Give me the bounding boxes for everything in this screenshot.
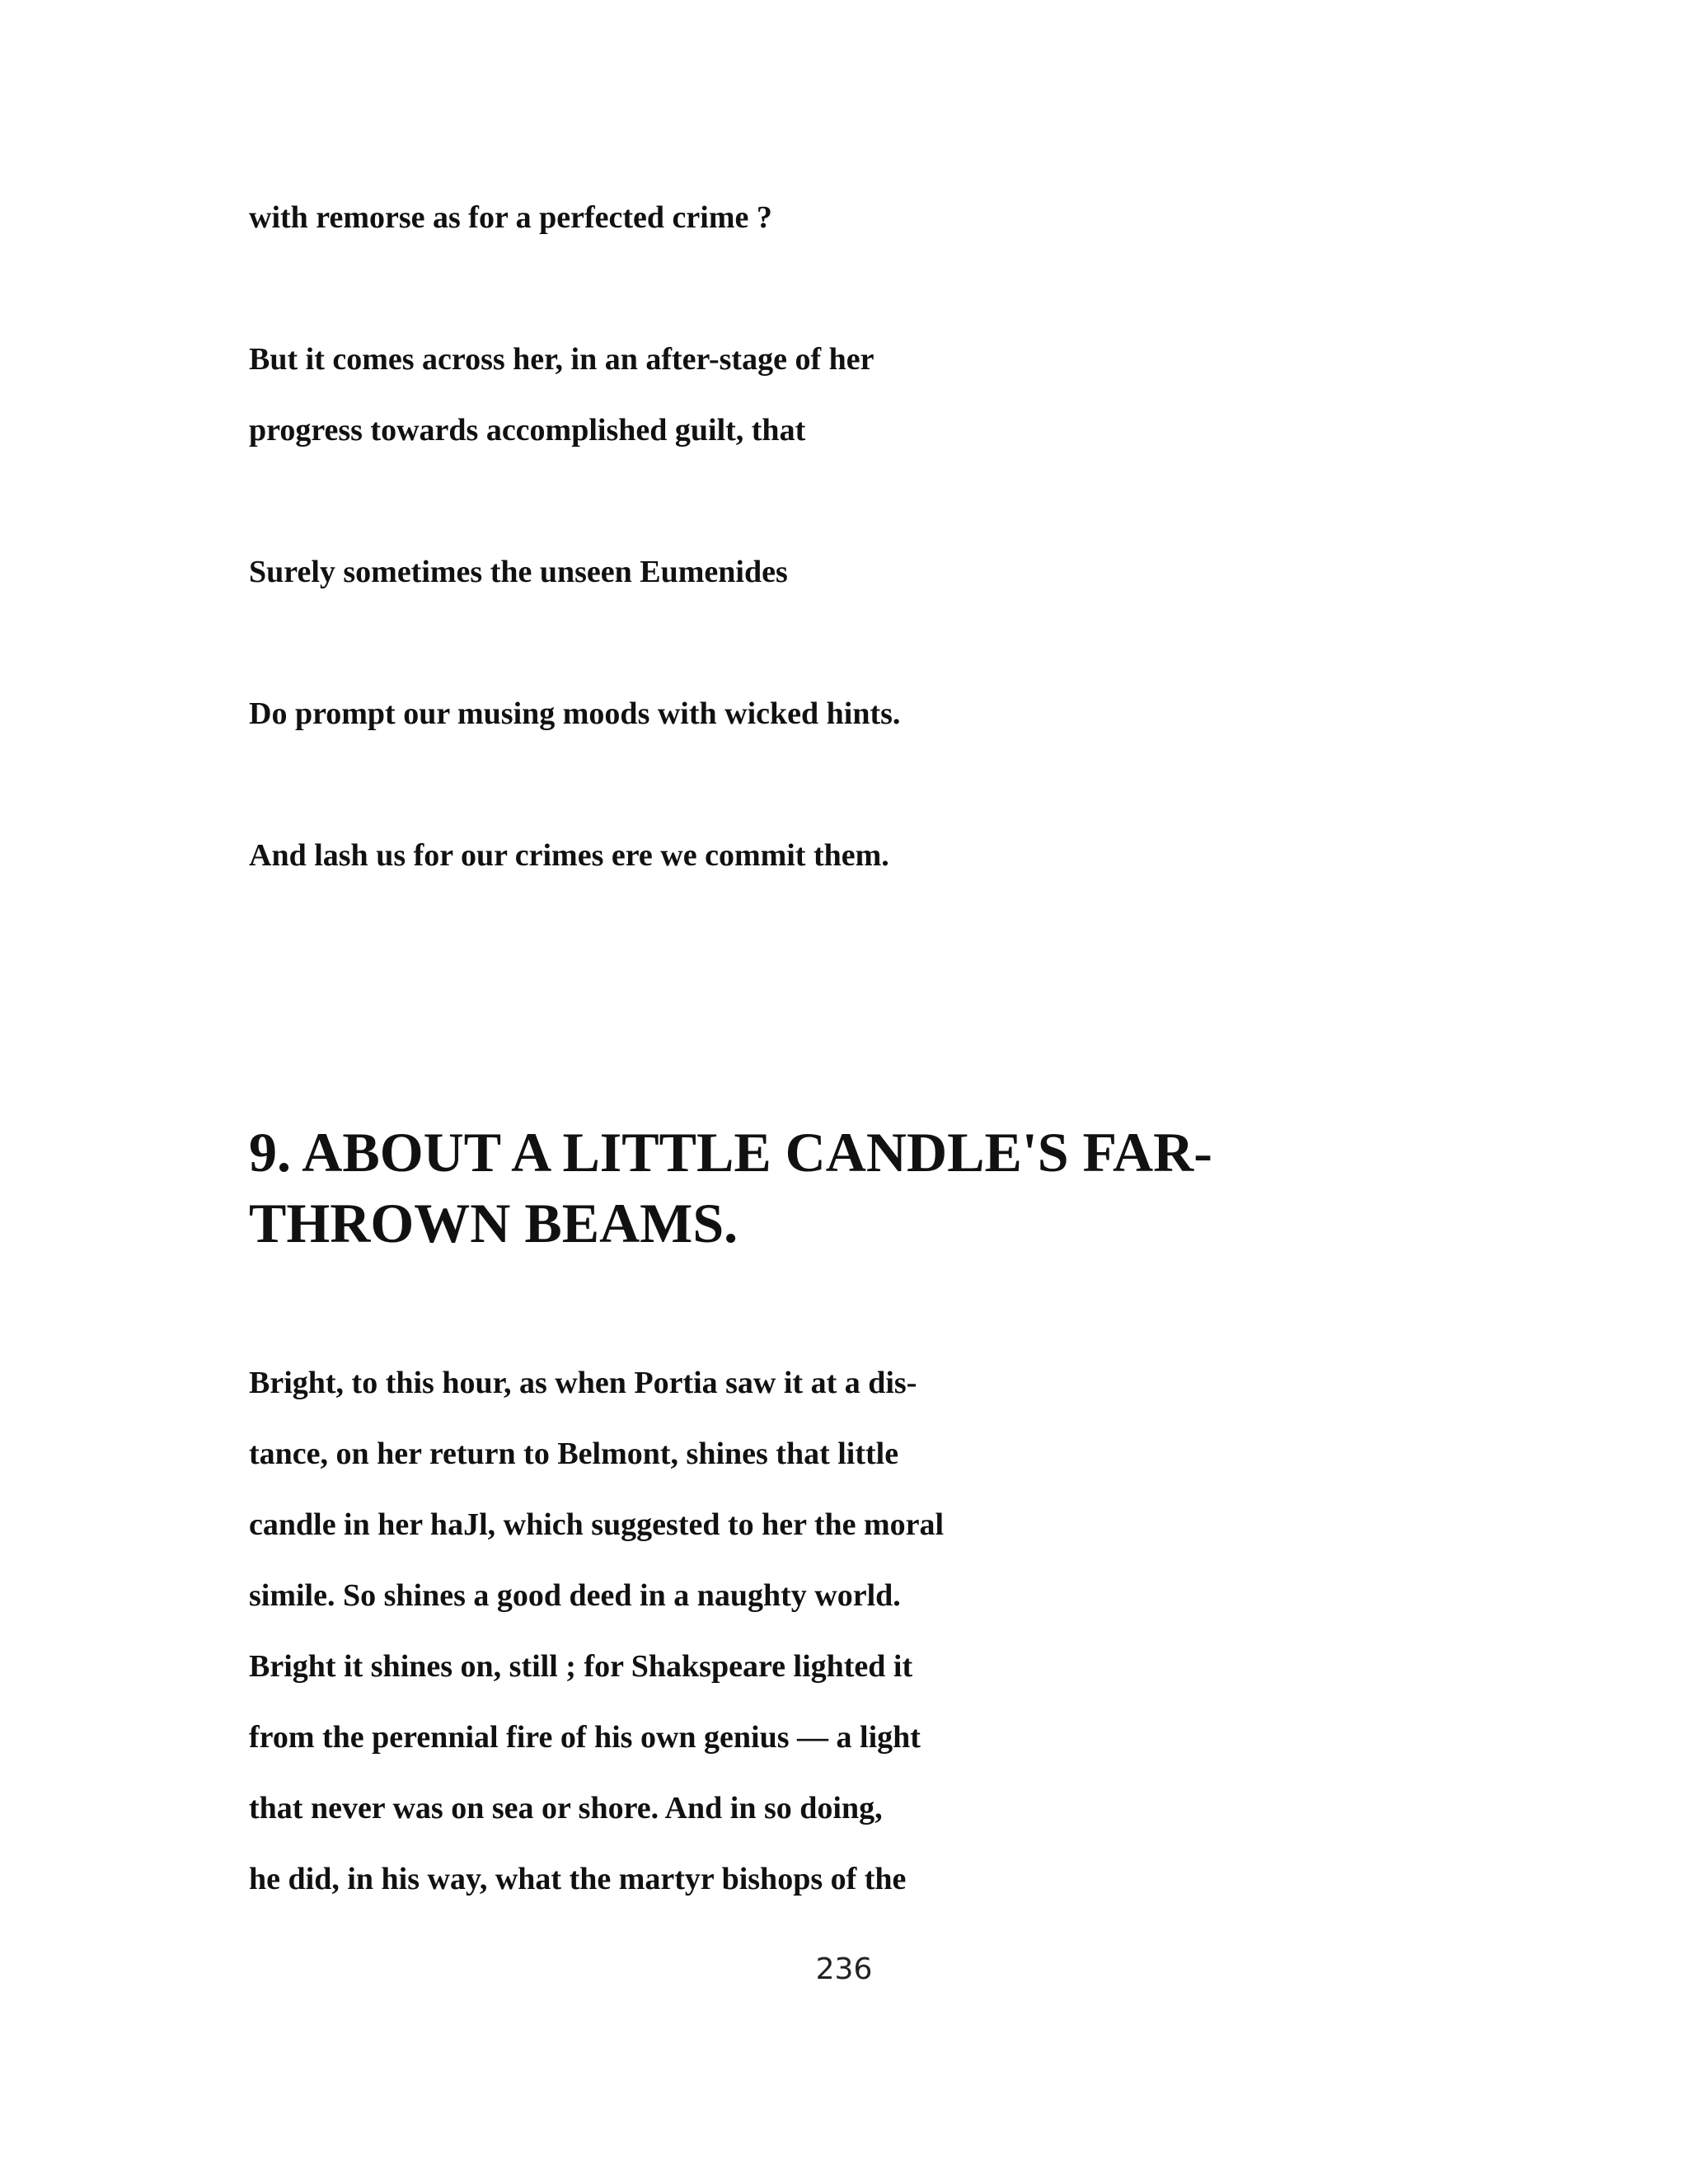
- paragraph-line: tance, on her return to Belmont, shines that little: [249, 1436, 899, 1471]
- paragraph-line: that never was on sea or shore. And in so doing,: [249, 1791, 883, 1825]
- text-line: But it comes across her, in an after-stage of her: [249, 342, 874, 377]
- text-line: progress towards accomplished guilt, that: [249, 413, 806, 448]
- page-number: 236: [815, 1952, 873, 1986]
- paragraph-line: he did, in his way, what the martyr bishops of the: [249, 1862, 907, 1896]
- chapter-heading-line: THROWN BEAMS.: [249, 1192, 738, 1254]
- paragraph-line: Bright, to this hour, as when Portia saw it at a dis-: [249, 1366, 917, 1400]
- paragraph-line: simile. So shines a good deed in a naughty world.: [249, 1578, 901, 1613]
- paragraph-line: Bright it shines on, still ; for Shakspeare lighted it: [249, 1649, 913, 1684]
- paragraph-line: from the perennial fire of his own genius — a light: [249, 1720, 921, 1755]
- verse-line: Surely sometimes the unseen Eumenides: [249, 555, 788, 589]
- verse-line: Do prompt our musing moods with wicked hints.: [249, 696, 901, 731]
- chapter-heading-line: 9. ABOUT A LITTLE CANDLE'S FAR-: [249, 1121, 1212, 1183]
- text-line: with remorse as for a perfected crime ?: [249, 200, 772, 235]
- paragraph-line: candle in her haJl, which suggested to her the moral: [249, 1507, 945, 1542]
- verse-line: And lash us for our crimes ere we commit them.: [249, 838, 889, 873]
